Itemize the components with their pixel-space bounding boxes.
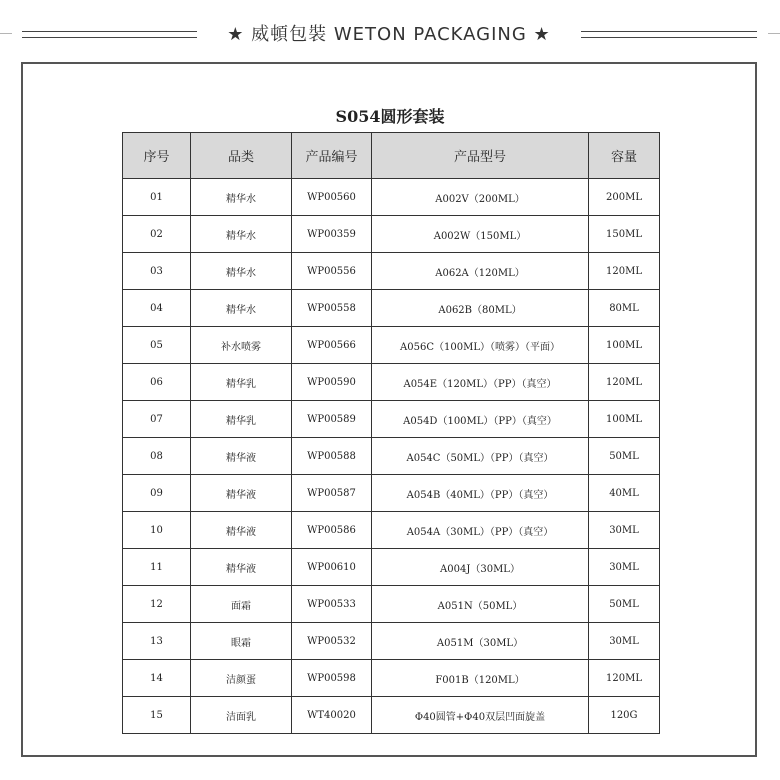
cell-capacity: 30ML — [589, 512, 660, 549]
column-header-model: 产品型号 — [372, 133, 589, 179]
brand-header — [0, 14, 780, 50]
cell-category: 精华乳 — [191, 401, 292, 438]
cell-no: 13 — [123, 623, 191, 660]
cell-category: 精华水 — [191, 179, 292, 216]
cell-capacity: 100ML — [589, 327, 660, 364]
cell-no: 09 — [123, 475, 191, 512]
table-row — [123, 623, 660, 660]
cell-code: WP00556 — [292, 253, 372, 290]
cell-no: 12 — [123, 586, 191, 623]
cell-no: 10 — [123, 512, 191, 549]
cell-no: 14 — [123, 660, 191, 697]
cell-model: A002V（200ML） — [372, 179, 589, 216]
cell-category: 精华液 — [191, 549, 292, 586]
cell-no: 05 — [123, 327, 191, 364]
cell-category: 补水喷雾 — [191, 327, 292, 364]
cell-code: WT40020 — [292, 697, 372, 734]
cell-capacity: 30ML — [589, 623, 660, 660]
cell-code: WP00532 — [292, 623, 372, 660]
cell-model: A054C（50ML）（PP）（真空） — [372, 438, 589, 475]
cell-capacity: 100ML — [589, 401, 660, 438]
cell-no: 03 — [123, 253, 191, 290]
table-row — [123, 179, 660, 216]
cell-capacity: 80ML — [589, 290, 660, 327]
table-row — [123, 549, 660, 586]
column-header-no: 序号 — [123, 133, 191, 179]
cell-capacity: 30ML — [589, 549, 660, 586]
cell-model: A062B（80ML） — [372, 290, 589, 327]
table-row — [123, 697, 660, 734]
cell-model: A056C（100ML）（喷雾）（平面） — [372, 327, 589, 364]
table-row — [123, 401, 660, 438]
cell-code: WP00566 — [292, 327, 372, 364]
column-header-capacity: 容量 — [589, 133, 660, 179]
cell-code: WP00590 — [292, 364, 372, 401]
cell-model: A051N（50ML） — [372, 586, 589, 623]
cell-capacity: 120ML — [589, 253, 660, 290]
document-title: S054圆形套装 — [335, 107, 445, 126]
column-header-code: 产品编号 — [292, 133, 372, 179]
table-row — [123, 660, 660, 697]
cell-category: 精华水 — [191, 253, 292, 290]
cell-capacity: 120ML — [589, 364, 660, 401]
cell-category: 精华乳 — [191, 364, 292, 401]
cell-no: 08 — [123, 438, 191, 475]
cell-category: 精华水 — [191, 216, 292, 253]
table-row — [123, 586, 660, 623]
table-row — [123, 512, 660, 549]
brand-title: ★ 威頓包裝 WETON PACKAGING ★ — [227, 24, 551, 45]
cell-code: WP00560 — [292, 179, 372, 216]
header-dash-left — [0, 33, 12, 34]
table-row — [123, 438, 660, 475]
cell-category: 精华水 — [191, 290, 292, 327]
cell-code: WP00558 — [292, 290, 372, 327]
table-body — [123, 179, 660, 734]
table-row — [123, 364, 660, 401]
cell-code: WP00533 — [292, 586, 372, 623]
cell-code: WP00588 — [292, 438, 372, 475]
cell-model: A054B（40ML）（PP）（真空） — [372, 475, 589, 512]
cell-category: 精华液 — [191, 512, 292, 549]
cell-category: 面霜 — [191, 586, 292, 623]
cell-model: A051M（30ML） — [372, 623, 589, 660]
table-row — [123, 216, 660, 253]
cell-code: WP00587 — [292, 475, 372, 512]
header-dash-right — [768, 33, 780, 34]
cell-no: 15 — [123, 697, 191, 734]
cell-category: 洁颜蛋 — [191, 660, 292, 697]
cell-capacity: 120ML — [589, 660, 660, 697]
cell-no: 01 — [123, 179, 191, 216]
table-header-row — [123, 133, 660, 179]
table-row — [123, 327, 660, 364]
cell-no: 06 — [123, 364, 191, 401]
column-header-category: 品类 — [191, 133, 292, 179]
cell-category: 眼霜 — [191, 623, 292, 660]
cell-model: Φ40圆管+Φ40双层凹面旋盖 — [372, 697, 589, 734]
cell-capacity: 50ML — [589, 586, 660, 623]
cell-model: A062A（120ML） — [372, 253, 589, 290]
header-double-rule-right — [581, 31, 757, 38]
cell-no: 07 — [123, 401, 191, 438]
header-double-rule-left — [22, 31, 197, 38]
cell-model: A054D（100ML）（PP）（真空） — [372, 401, 589, 438]
cell-code: WP00610 — [292, 549, 372, 586]
cell-model: A054A（30ML）（PP）（真空） — [372, 512, 589, 549]
cell-code: WP00589 — [292, 401, 372, 438]
cell-no: 02 — [123, 216, 191, 253]
table-row — [123, 290, 660, 327]
cell-model: A054E（120ML）（PP）（真空） — [372, 364, 589, 401]
cell-capacity: 50ML — [589, 438, 660, 475]
cell-capacity: 40ML — [589, 475, 660, 512]
cell-model: A004J（30ML） — [372, 549, 589, 586]
cell-model: A002W（150ML） — [372, 216, 589, 253]
table-row — [123, 253, 660, 290]
cell-code: WP00586 — [292, 512, 372, 549]
cell-capacity: 200ML — [589, 179, 660, 216]
cell-category: 精华液 — [191, 475, 292, 512]
cell-category: 精华液 — [191, 438, 292, 475]
cell-no: 11 — [123, 549, 191, 586]
cell-code: WP00359 — [292, 216, 372, 253]
product-spec-table — [122, 132, 660, 734]
cell-capacity: 150ML — [589, 216, 660, 253]
cell-capacity: 120G — [589, 697, 660, 734]
table-row — [123, 475, 660, 512]
cell-model: F001B（120ML） — [372, 660, 589, 697]
cell-code: WP00598 — [292, 660, 372, 697]
cell-category: 洁面乳 — [191, 697, 292, 734]
cell-no: 04 — [123, 290, 191, 327]
